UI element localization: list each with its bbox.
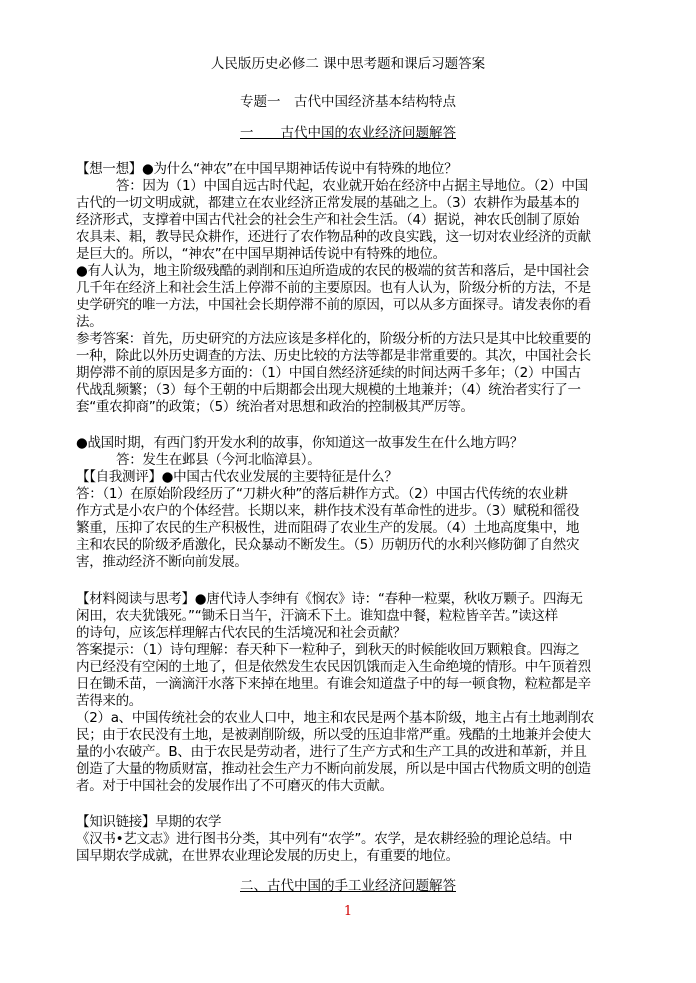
- text-line: 国早期农学成就，在世界农业理论发展的历史上，有重要的地位。: [76, 848, 459, 864]
- text-line: 创造了大量的物质财富，推动社会生产力不断向前发展，所以是中国古代物质文明的创造: [76, 761, 591, 777]
- section-1-title: 一 古代中国的农业经济问题解答: [240, 125, 456, 141]
- text-line: 【知识链接】早期的农学: [76, 814, 222, 830]
- text-line: 繁重，压抑了农民的生产积极性，进而阻碍了农业生产的发展。（4）土地高度集中，地: [76, 520, 580, 536]
- text-line: 代战乱频繁；（3）每个王朝的中后期都会出现大规模的土地兼并；（4）统治者实行了一: [76, 382, 581, 398]
- section-2-title: 二、古代中国的手工业经济问题解答: [240, 878, 456, 894]
- text-line: 闲田，农夫犹饿死。”“锄禾日当午，汗滴禾下土。谁知盘中餐，粒粒皆辛苦。”读这样: [76, 608, 558, 624]
- text-line: ●有人认为，地主阶级残酷的剥削和压迫所造成的农民的极端的贫苦和落后，是中国社会: [76, 263, 590, 279]
- text-line: 法。: [76, 314, 103, 330]
- text-line: 日在锄禾苗，一滴滴汗水落下来掉在地里。有谁会知道盘子中的每一顿食物，粒粒都是辛: [76, 676, 591, 692]
- text-line: 农具耒、耜，教导民众耕作，还进行了农作物品种的改良实践，这一切对农业经济的贡献: [76, 229, 591, 245]
- text-line: 一种，除此以外历史调查的方法、历史比较的方法等都是非常重要的。其次，中国社会长: [76, 348, 591, 364]
- text-line: 【想一想】●为什么“神农”在中国早期神话传说中有特殊的地位？: [76, 161, 458, 177]
- text-line: 是巨大的。所以，“神农”在中国早期神话传说中有特殊的地位。: [76, 246, 446, 262]
- text-line: 量的小农破产。B、由于农民是劳动者，进行了生产方式和生产工具的改进和革新，并且: [76, 744, 587, 760]
- text-line: 《汉书•艺文志》进行图书分类，其中列有“农学”。农学，是农耕经验的理论总结。中: [76, 831, 573, 847]
- text-line: 古代的一切文明成就，都建立在农业经济正常发展的基础之上。（3）农耕作为最基本的: [76, 195, 580, 211]
- text-line: 答：（1）在原始阶段经历了“刀耕火种”的落后耕作方式。（2）中国古代传统的农业耕: [76, 486, 568, 502]
- text-line: 者。对于中国社会的发展作出了不可磨灭的伟大贡献。: [76, 778, 393, 794]
- text-line: 几千年在经济上和社会生活上停滞不前的主要原因。也有人认为，阶级分析的方法，不是: [76, 280, 591, 296]
- text-line: 害，推动经济不断向前发展。: [76, 554, 248, 570]
- topic-title: 专题一 古代中国经济基本结构特点: [240, 94, 456, 110]
- text-line: 【【自我测评】●中国古代农业发展的主要特征是什么？: [76, 469, 398, 485]
- text-line: 民；由于农民没有土地，是被剥削阶级，所以受的压迫非常严重。残酷的土地兼并会使大: [76, 727, 591, 743]
- text-line: 期停滞不前的原因是多方面的：（1）中国自然经济延续的时间达两千多年；（2）中国古: [76, 365, 581, 381]
- text-line: 苦得来的。: [76, 693, 142, 709]
- text-line: ●战国时期，有西门豹开发水利的故事，你知道这一故事发生在什么地方吗？: [76, 435, 524, 451]
- text-line: 答：因为（1）中国自远古时代起，农业就开始在经济中占据主导地位。（2）中国: [116, 178, 588, 194]
- text-line: （2）a、中国传统社会的农业人口中，地主和农民是两个基本阶级，地主占有土地剥削农: [76, 710, 594, 726]
- page-number: 1: [343, 904, 353, 919]
- text-line: 经济形式，支撑着中国古代社会的社会生产和社会生活。（4）据说，神农氏创制了原始: [76, 212, 580, 228]
- text-line: 作方式是小农户的个体经营。长期以来，耕作技术没有革命性的进步。（3）赋税和徭役: [76, 503, 580, 519]
- text-line: 参考答案：首先，历史研究的方法应该是多样化的，阶级分析的方法只是其中比较重要的: [76, 331, 591, 347]
- text-line: 【材料阅读与思考】●唐代诗人李绅有《悯农》诗：“春种一粒粟，秋收万颗子。四海无: [76, 591, 583, 607]
- text-line: 套“重农抑商”的政策；（5）统治者对思想和政治的控制极其严厉等。: [76, 399, 474, 415]
- text-line: 答：发生在邺县（今河北临漳县）。: [116, 452, 321, 468]
- document-title: 人民版历史必修二 课中思考题和课后习题答案: [210, 56, 486, 72]
- text-line: 内已经没有空闲的土地了，但是依然发生农民因饥饿而走入生命绝境的情形。中午顶着烈: [76, 659, 591, 675]
- text-line: 史学研究的唯一方法，中国社会长期停滞不前的原因，可以从多方面探寻。请发表你的看: [76, 297, 591, 313]
- text-line: 答案提示：（1）诗句理解：春天种下一粒种子，到秋天的时候能收回万颗粮食。四海之: [76, 642, 580, 658]
- text-line: 的诗句，应该怎样理解古代农民的生活境况和社会贡献？: [76, 625, 406, 641]
- text-line: 主和农民的阶级矛盾激化，民众暴动不断发生。（5）历朝历代的水利兴修防御了自然灾: [76, 537, 580, 553]
